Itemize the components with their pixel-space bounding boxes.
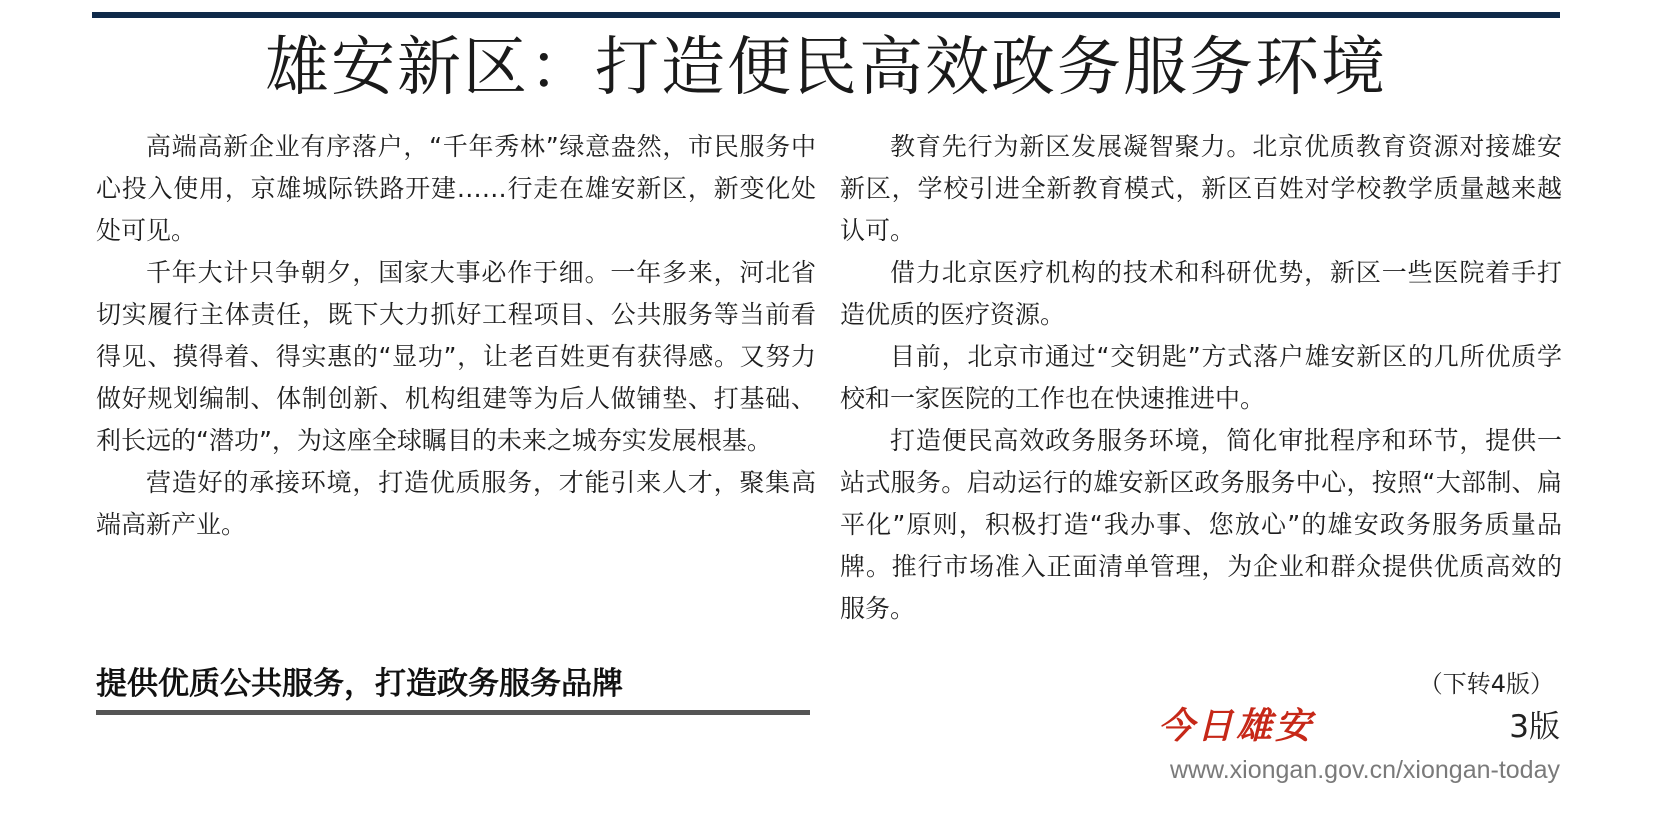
site-url[interactable]: www.xiongan.gov.cn/xiongan-today — [1169, 756, 1560, 784]
right-column — [840, 126, 1562, 630]
page-number: 3版 — [1509, 709, 1560, 745]
left-column — [96, 126, 816, 546]
section-subheading: 提供优质公共服务，打造政务服务品牌 — [96, 666, 623, 702]
article-title: 雄安新区：打造便民高效政务服务环境 — [265, 31, 1387, 105]
continued-note: （下转4版） — [1418, 670, 1554, 698]
left-paragraph: 千年大计只争朝夕，国家大事必作于细。一年多来，河北省切实履行主体责任，既下大力抓好工程项目、公共服务等当前看得见、摸得着、得实惠的“显功”，让老百姓更有获得感。又努力做好规划编制、体制创新、机构组建等为后人做铺垫、打基础、利长远的“潜功”，为这座全球瞩目的未来之城夯实发展根基。 — [96, 258, 816, 455]
right-paragraph: 借力北京医疗机构的技术和科研优势，新区一些医院着手打造优质的医疗资源。 — [840, 258, 1562, 329]
masthead-logo: 今日雄安 — [1158, 705, 1315, 747]
left-paragraph: 营造好的承接环境，打造优质服务，才能引来人才，聚集高端高新产业。 — [96, 468, 816, 539]
right-paragraph: 打造便民高效政务服务环境，简化审批程序和环节，提供一站式服务。启动运行的雄安新区政务服务中心，按照“大部制、扁平化”原则，积极打造“我办事、您放心”的雄安政务服务质量品牌。推行市场准入正面清单管理，为企业和群众提供优质高效的服务。 — [840, 426, 1562, 623]
top-rule — [92, 12, 1560, 18]
right-paragraph: 教育先行为新区发展凝智聚力。北京优质教育资源对接雄安新区，学校引进全新教育模式，新区百姓对学校教学质量越来越认可。 — [840, 132, 1562, 245]
left-paragraph: 高端高新企业有序落户，“千年秀林”绿意盎然，市民服务中心投入使用，京雄城际铁路开建……行走在雄安新区，新变化处处可见。 — [96, 132, 816, 245]
subheading-rule — [96, 710, 810, 715]
right-paragraph: 目前，北京市通过“交钥匙”方式落户雄安新区的几所优质学校和一家医院的工作也在快速推进中。 — [840, 342, 1562, 413]
